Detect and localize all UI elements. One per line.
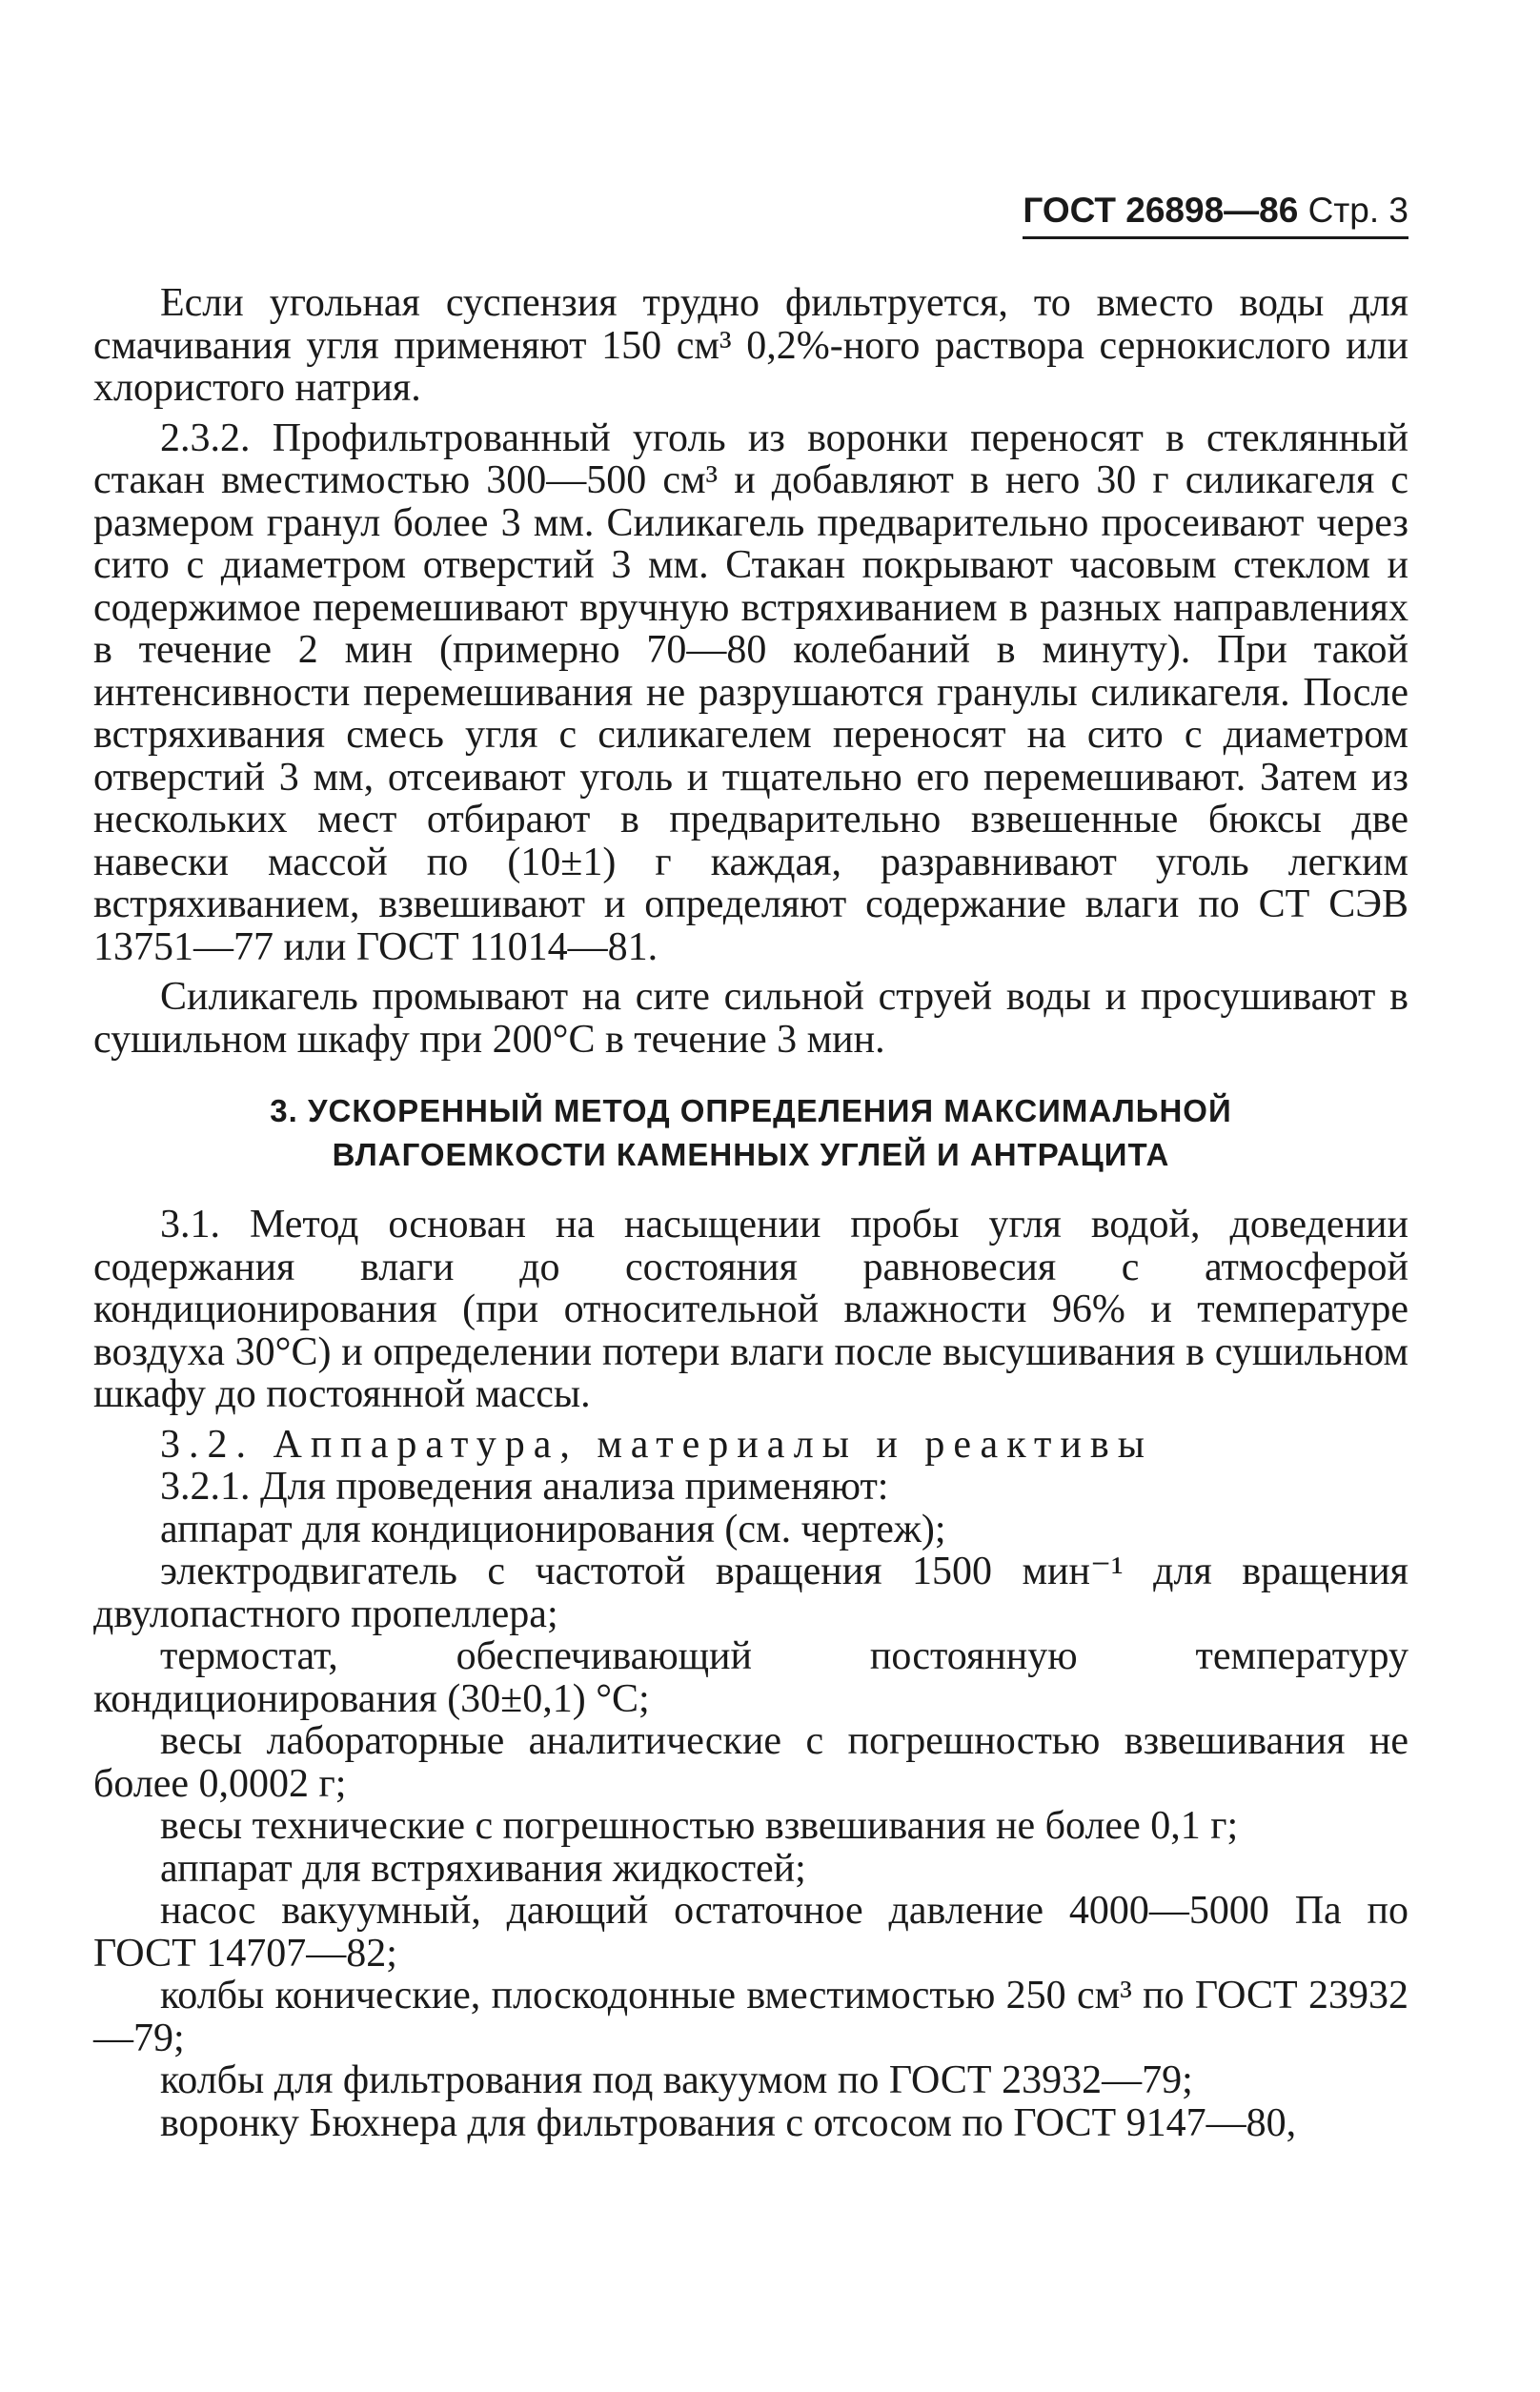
list-item: весы лабораторные аналитические с погрешностью взвешивания не более 0,0002 г; <box>93 1719 1408 1806</box>
section-title-line-2: ВЛАГОЕМКОСТИ КАМЕННЫХ УГЛЕЙ И АНТРАЦИТА <box>332 1137 1170 1172</box>
list-item: колбы конические, плоскодонные вместимостью 250 см³ по ГОСТ 23932—79; <box>93 1974 1408 2060</box>
paragraph-suspension: Если угольная суспензия трудно фильтруется, то вместо воды для смачивания угля применяют 150 см³ 0,2%-ного раствора сернокислого или хлористого натрия. <box>93 281 1408 410</box>
document-body <box>93 282 1408 2144</box>
list-item: весы технические с погрешностью взвешивания не более 0,1 г; <box>160 1804 1239 1848</box>
list-item: воронку Бюхнера для фильтрования с отсосом по ГОСТ 9147—80, <box>160 2100 1297 2145</box>
paragraph-2-3-2: 2.3.2. Профильтрованный уголь из воронки переносят в стеклянный стакан вместимостью 300—500 см³ и добавляют в него 30 г силикагеля с размером гранул более 3 мм. Силикагель предварительно просеивают через сито с диаметром отверстий 3 мм. Стакан покрывают часовым стеклом и содержимое перемешивают вручную встряхиванием в разных направлениях в течение 2 мин (примерно 70—80 колебаний в минуту). При такой интенсивности перемешивания не разрушаются гранулы силикагеля. После встряхивания смесь угля с силикагелем переносят на сито с диаметром отверстий 3 мм, отсеивают уголь и тщательно его перемешивают. Затем из нескольких мест отбирают в предварительно взвешенные бюксы две навески массой по (10±1) г каждая, разравнивают уголь легким встряхиванием, взвешивают и определяют содержание влаги по СТ СЭВ 13751—77 или ГОСТ 11014—81. <box>93 416 1408 969</box>
list-item: электродвигатель с частотой вращения 1500 мин⁻¹ для вращения двулопастного пропеллера; <box>93 1550 1408 1636</box>
standard-number: ГОСТ 26898—86 <box>1023 191 1299 230</box>
paragraph-silica-wash: Силикагель промывают на сите сильной струей воды и просушивают в сушильном шкафу при 200°С в течение 3 мин. <box>93 975 1408 1062</box>
section-3-title <box>93 1089 1408 1177</box>
list-item: аппарат для кондиционирования (см. чертеж); <box>160 1507 946 1551</box>
paragraph-3-1: 3.1. Метод основан на насыщении пробы угля водой, доведении содержания влаги до состояния равновесия с атмосферой кондиционирования (при относительной влажности 96% и температуре воздуха 30°С) и определении потери влаги после высушивания в сушильном шкафу до постоянной массы. <box>93 1203 1408 1416</box>
section-title-line-1: 3. УСКОРЕННЫЙ МЕТОД ОПРЕДЕЛЕНИЯ МАКСИМАЛЬНОЙ <box>270 1093 1232 1128</box>
list-item: аппарат для встряхивания жидкостей; <box>160 1846 806 1891</box>
paragraph-3-2-1: 3.2.1. Для проведения анализа применяют: <box>160 1465 889 1509</box>
list-item: насос вакуумный, дающий остаточное давление 4000—5000 Па по ГОСТ 14707—82; <box>93 1889 1408 1976</box>
list-item: термостат, обеспечивающий постоянную температуру кондиционирования (30±0,1) °С; <box>93 1634 1408 1721</box>
subsection-3-2-heading: 3.2. Аппаратура, материалы и реактивы <box>160 1422 1153 1467</box>
page-number: Стр. 3 <box>1307 191 1408 230</box>
page-header <box>1023 191 1408 239</box>
list-item: колбы для фильтрования под вакуумом по ГОСТ 23932—79; <box>160 2058 1193 2102</box>
